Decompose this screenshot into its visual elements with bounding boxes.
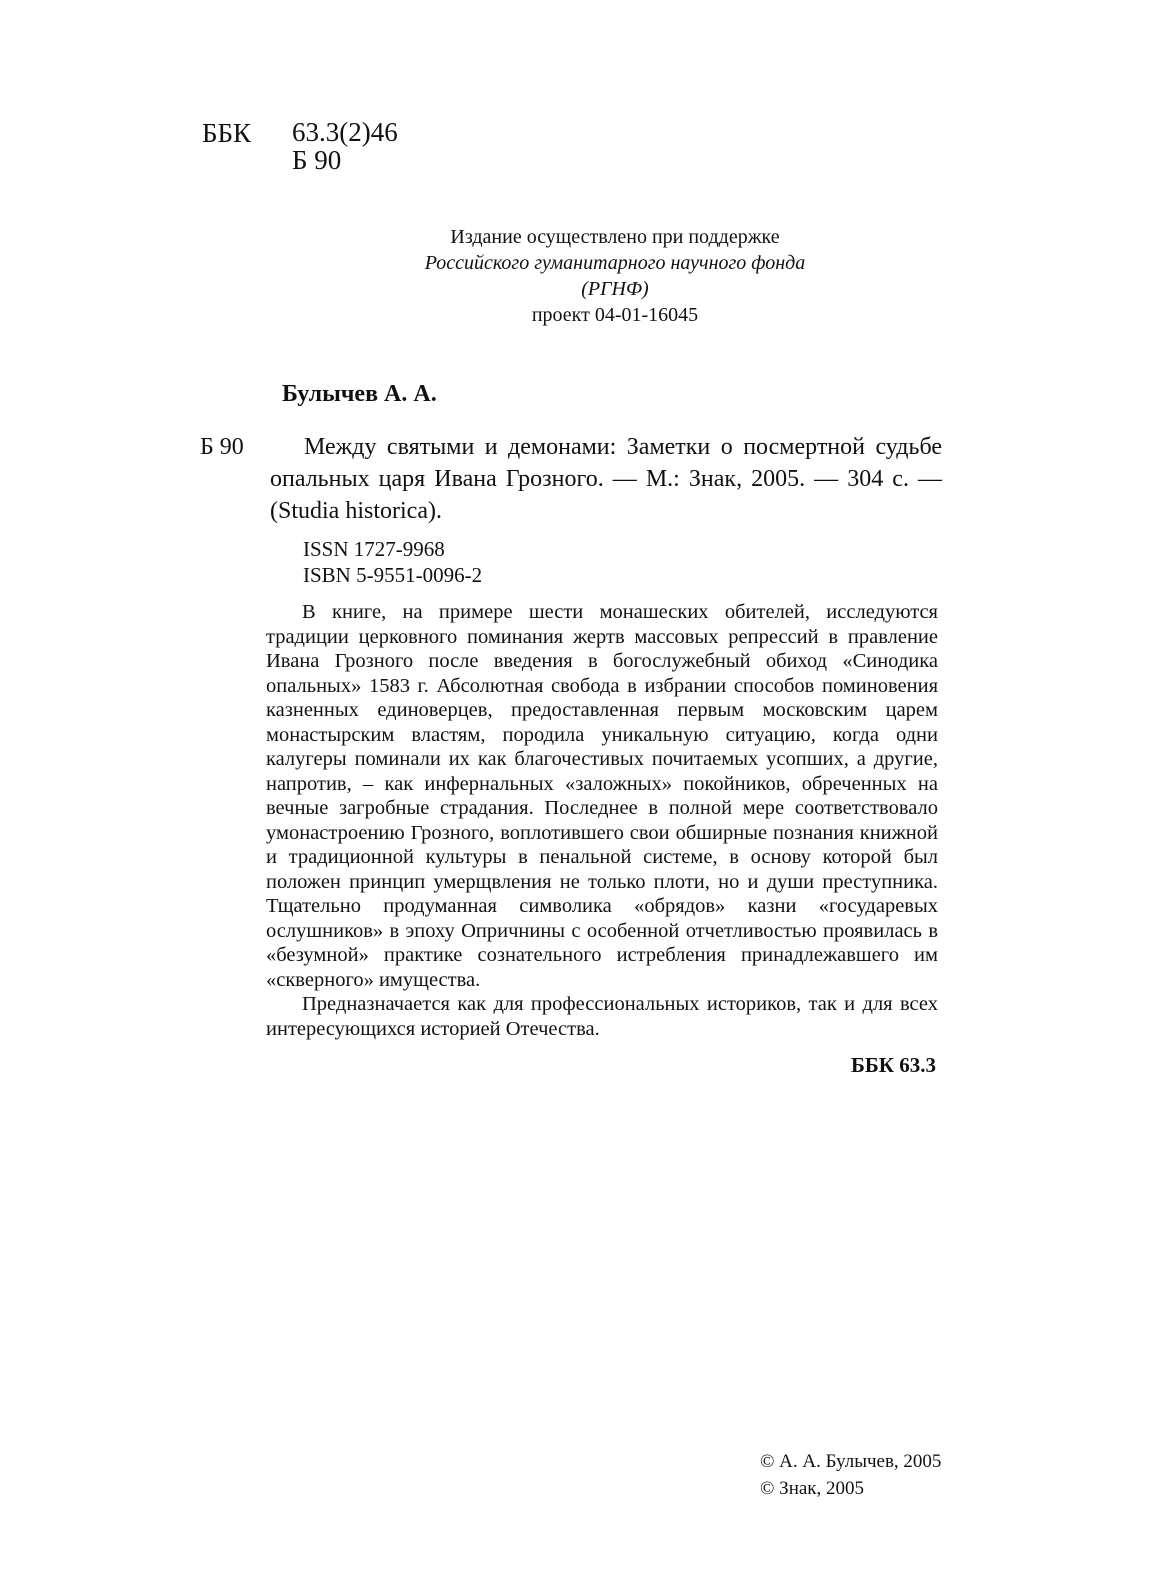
support-note-project: проект 04-01-16045 [531,304,699,326]
annotation-paragraph-2: Предназначается как для профессиональных историков, так и для всех интересующихся историей Отечества. [266,993,938,1040]
annotation [266,600,938,1041]
isbn-number: ISBN 5-9551-0096-2 [303,563,483,587]
copyright-publisher: © Знак, 2005 [760,1478,865,1499]
support-note-line-1: Издание осуществлено при поддержке [450,226,780,248]
support-note-fund-name: Российского гуманитарного научного фонда [424,252,806,274]
issn-number: ISSN 1727-9968 [303,537,445,561]
footer-bbk-code: ББК 63.3 [851,1053,936,1077]
bbk-classification-code: 63.3(2)46 [292,117,398,147]
identifiers [303,536,482,588]
entry-call-code: Б 90 [200,434,244,460]
annotation-paragraph-1: В книге, на примере шести монашеских обителей, исследуются традиции церковного поминания жертв массовых репрессий в правление Ивана Грозного после введения в богослужебный обиход «Синодика опальных» 1583 г. Абсолютная свобода в избрании способов поминовения казненных единоверцев, предоставленная первым московским царем монастырским властям, породила уникальную ситуацию, когда одни калугеры поминали их как благочестивых почитаемых усопших, а другие, напротив, – как инфернальных «заложных» покойников, обреченных на вечные загробные страдания. Последнее в полной мере соответствовало умонастроению Грозного, воплотившего свои обширные познания книжной и традиционной культуры в пенальной системе, в основу которой был положен принцип умерщвления не только плоти, но и души преступника. Тщательно продуманная символика «обрядов» казни «государевых ослушников» в эпоху Опричнины с особенной отчетливостью проявилась в «безумной» практике сознательного истребления принадлежавшего им «скверного» имущества. [266,601,938,991]
copyright-block [760,1448,941,1502]
author-heading: Булычев А. А. [282,381,437,407]
bbk-codes [292,118,398,174]
bbk-author-mark: Б 90 [292,145,342,175]
support-note [380,224,850,328]
support-note-fund-abbr: (РГНФ) [581,278,649,300]
bbk-label: ББК [202,118,252,148]
bibliographic-description: Между святыми и демонами: Заметки о посмертной судьбе опальных царя Ивана Грозного. — М.: Знак, 2005. — 304 с. — (Studia historica). [270,434,942,524]
copyright-author: © А. А. Булычев, 2005 [760,1451,942,1472]
